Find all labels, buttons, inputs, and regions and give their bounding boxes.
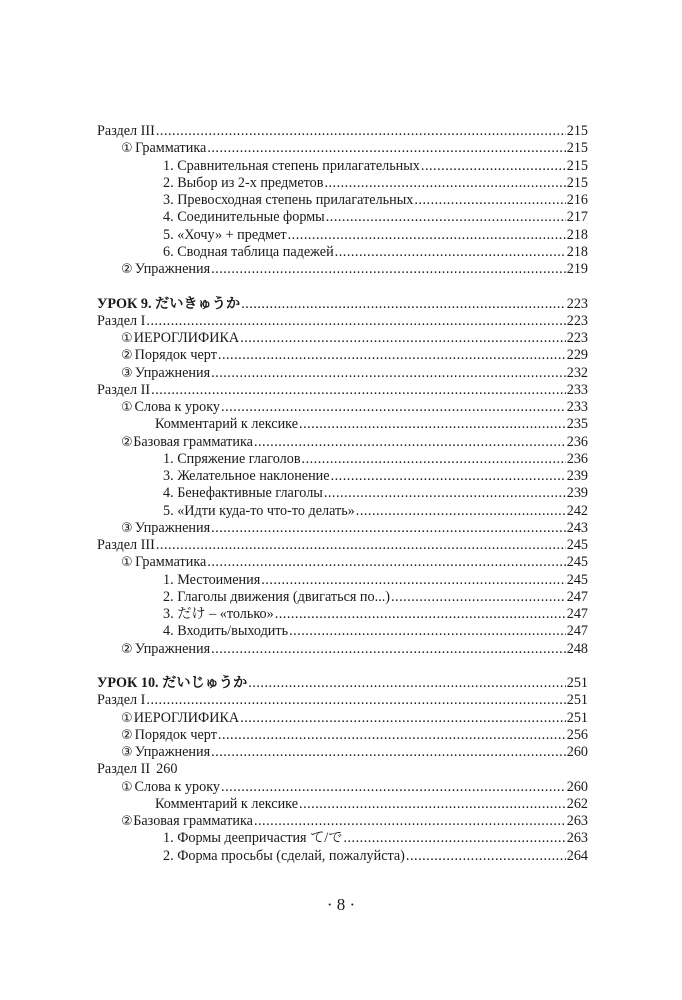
dot-leader <box>261 572 565 589</box>
dot-leader <box>302 451 566 468</box>
toc-entry-page: 223 <box>566 295 588 312</box>
dot-leader <box>211 641 566 658</box>
circled-number-marker: ② <box>121 727 133 743</box>
dot-leader <box>356 503 566 520</box>
toc-entry-page: 219 <box>566 261 588 277</box>
toc-entry <box>97 848 588 865</box>
dot-leader <box>324 485 566 502</box>
dot-leader <box>289 623 566 640</box>
toc-entry-page: 245 <box>566 571 588 588</box>
toc-entry <box>97 261 588 278</box>
toc-entry-title: Раздел II <box>97 381 151 398</box>
toc-entry-page: 229 <box>566 347 588 364</box>
page-number: · 8 · <box>326 895 356 914</box>
toc-entry <box>97 382 588 399</box>
toc-entry <box>97 468 588 485</box>
circled-number-marker: ① <box>121 779 133 795</box>
toc-entry-title: Порядок черт <box>134 347 217 364</box>
toc-entry-title: 5. «Идти куда-то что-то делать» <box>163 502 355 519</box>
toc-entry-title: Упражнения <box>134 744 211 760</box>
toc-entry <box>97 158 588 175</box>
toc-entry <box>97 451 588 468</box>
toc-entry <box>97 503 588 520</box>
toc-entry <box>97 520 588 537</box>
toc-entry <box>97 330 588 347</box>
toc-entry-title: 3. だけ – «только» <box>163 606 274 622</box>
dot-leader <box>241 296 566 313</box>
dot-leader <box>240 330 566 347</box>
toc-entry <box>97 623 588 640</box>
dot-leader <box>221 779 566 796</box>
toc-entry-title: УРОК 10. だいじゅうか <box>97 675 248 691</box>
toc-entry-page: 217 <box>566 209 588 226</box>
toc-entry-title: 2. Выбор из 2-х предметов <box>163 174 324 191</box>
toc-entry-title: ИЕРОГЛИФИКА <box>133 330 240 346</box>
toc-entry-page: 245 <box>566 554 588 571</box>
toc-entry-page: 235 <box>566 416 588 433</box>
circled-number-marker: ③ <box>121 520 133 536</box>
toc-entry-title: 3. Превосходная степень прилагательных <box>163 192 414 208</box>
toc-entry <box>97 554 588 571</box>
toc-entry-title: 6. Сводная таблица падежей <box>163 243 334 260</box>
circled-number-marker: ① <box>121 555 133 571</box>
toc-entry <box>97 727 588 744</box>
circled-number-marker: ② <box>121 641 133 657</box>
toc-entry-page: 263 <box>566 830 588 847</box>
dot-leader <box>248 675 565 692</box>
toc-entry-title: Раздел I <box>97 692 146 709</box>
toc-entry-page: 262 <box>566 795 588 812</box>
dot-leader <box>275 606 566 623</box>
circled-number-marker: ② <box>121 262 133 277</box>
dot-leader <box>414 192 565 209</box>
dot-leader <box>207 140 565 157</box>
toc-entry <box>97 175 588 192</box>
toc-entry-title: Грамматика <box>135 140 207 157</box>
toc-entry <box>97 209 588 226</box>
dot-leader <box>221 399 566 416</box>
toc-entry-page: 236 <box>566 433 588 450</box>
toc-entry-title: 5. «Хочу» + предмет <box>163 226 287 243</box>
toc-entry-page: 215 <box>566 157 588 174</box>
toc-entry-title: 2. Форма просьбы (сделай, пожалуйста) <box>163 847 405 864</box>
toc-entry-title: ИЕРОГЛИФИКА <box>133 709 240 726</box>
toc-entry <box>97 606 588 623</box>
toc-entry-page: 223 <box>566 312 588 329</box>
dot-leader <box>299 416 566 433</box>
toc-entry-title: 4. Бенефактивные глаголы <box>163 485 323 502</box>
toc-entry <box>97 123 588 140</box>
toc-entry-page: 243 <box>566 519 588 536</box>
toc-entry-title: Базовая грамматика <box>133 433 253 450</box>
toc-entry-title: 1. Формы деепричастия て/で <box>163 830 343 847</box>
dot-leader <box>211 520 566 537</box>
dot-leader <box>207 554 565 571</box>
dot-leader <box>324 175 565 192</box>
toc-entry-page: 218 <box>566 226 588 243</box>
toc-entry-title: Упражнения <box>134 364 211 381</box>
toc-entry-page: 247 <box>566 623 588 640</box>
toc-entry-page: 233 <box>566 399 588 415</box>
toc-entry-title: Базовая грамматика <box>133 813 253 829</box>
circled-number-marker: ① <box>121 710 133 726</box>
dot-leader <box>331 468 566 485</box>
toc-entry <box>97 347 588 364</box>
dot-leader <box>211 365 566 382</box>
circled-number-marker: ① <box>121 141 133 157</box>
toc-entry-title: Комментарий к лексике <box>155 416 299 433</box>
toc-entry-title: 4. Входить/выходить <box>163 623 289 640</box>
circled-number-marker: ① <box>121 400 133 415</box>
toc-entry-page: 233 <box>566 381 588 398</box>
dot-leader <box>156 537 566 554</box>
toc-entry <box>97 796 588 813</box>
circled-number-marker: ① <box>121 331 133 346</box>
toc-entry <box>97 227 588 244</box>
toc-entry <box>97 434 588 451</box>
toc-entry-page: 218 <box>566 243 588 260</box>
dot-leader <box>218 727 566 744</box>
toc-entry-title: Раздел I <box>97 312 146 329</box>
toc-entry <box>97 589 588 606</box>
toc-entry-page: 256 <box>566 726 588 743</box>
dot-leader <box>335 244 566 261</box>
toc-entry-title: 1. Спряжение глаголов <box>163 450 301 467</box>
toc-entry-page: 251 <box>566 709 588 726</box>
toc-entry-page: 232 <box>566 364 588 381</box>
toc-entry <box>97 416 588 433</box>
toc-entry-title: Раздел III <box>97 537 155 553</box>
toc-entry <box>97 744 588 761</box>
dot-leader <box>326 209 566 226</box>
toc-entry-page: 260 <box>156 761 178 778</box>
toc-entry-title: Упражнения <box>134 640 211 657</box>
toc-entry-page: 215 <box>566 174 588 191</box>
toc-entry-page: 236 <box>566 450 588 467</box>
toc-entry <box>97 399 588 416</box>
toc-entry-page: 247 <box>566 606 588 622</box>
toc-lesson-entry <box>97 296 588 313</box>
toc-entry-title: 3. Желательное наклонение <box>163 468 330 484</box>
toc-entry-page: 245 <box>566 537 588 553</box>
toc-entry-title: Раздел II <box>97 761 151 778</box>
toc-entry-page: 264 <box>566 847 588 864</box>
toc-entry-page: 260 <box>566 744 588 760</box>
dot-leader <box>421 158 566 175</box>
toc-entry <box>97 537 588 554</box>
toc-entry-title: Упражнения <box>134 519 211 536</box>
dot-leader <box>288 227 566 244</box>
toc-entry-title: Комментарий к лексике <box>155 795 299 812</box>
toc-entry-title: УРОК 9. だいきゅうか <box>97 295 241 312</box>
dot-leader <box>146 692 565 709</box>
toc-entry-page: 239 <box>566 468 588 484</box>
toc-entry <box>97 641 588 658</box>
toc-entry-title: 4. Соединительные формы <box>163 209 325 226</box>
toc-entry-title: Раздел III <box>97 123 155 139</box>
toc-entry <box>97 192 588 209</box>
toc-entry <box>97 365 588 382</box>
toc-entry <box>97 313 588 330</box>
circled-number-marker: ② <box>121 814 133 829</box>
dot-leader <box>151 382 566 399</box>
toc-lesson-entry <box>97 675 588 692</box>
toc-entry <box>97 140 588 157</box>
dot-leader <box>211 261 566 278</box>
toc-entry-page: 223 <box>566 330 588 346</box>
toc-entry <box>97 485 588 502</box>
circled-number-marker: ② <box>121 348 133 364</box>
toc-entry <box>97 830 588 847</box>
toc-entry-page: 216 <box>566 192 588 208</box>
toc-entry-page: 263 <box>566 813 588 829</box>
circled-number-marker: ③ <box>121 365 133 381</box>
dot-leader <box>211 744 566 761</box>
toc-entry <box>97 572 588 589</box>
dot-leader <box>254 434 566 451</box>
toc-entry <box>97 779 588 796</box>
dot-leader <box>240 710 566 727</box>
circled-number-marker: ② <box>121 434 133 450</box>
dot-leader <box>218 347 566 364</box>
toc-entry-page: 247 <box>566 588 588 605</box>
toc-entry-title: Порядок черт <box>134 726 217 743</box>
dot-leader <box>156 123 566 140</box>
dot-leader <box>406 848 566 865</box>
toc-entry-page: 215 <box>566 140 588 157</box>
dot-leader <box>146 313 565 330</box>
toc-entry-title: Слова к уроку <box>134 399 221 415</box>
toc-entry-title: 1. Местоимения <box>163 571 261 588</box>
dot-leader <box>343 830 565 847</box>
toc-entry-page: 251 <box>566 675 588 691</box>
toc-entry-title: 1. Сравнительная степень прилагательных <box>163 157 420 174</box>
toc-entry-page: 251 <box>566 692 588 709</box>
table-of-contents <box>97 123 588 865</box>
toc-entry <box>97 244 588 261</box>
toc-entry <box>97 710 588 727</box>
dot-leader <box>299 796 566 813</box>
toc-entry <box>97 761 588 778</box>
dot-leader <box>254 813 566 830</box>
toc-entry-page: 215 <box>566 123 588 139</box>
circled-number-marker: ③ <box>121 745 133 760</box>
toc-entry-title: Упражнения <box>134 261 211 277</box>
toc-entry-title: 2. Глаголы движения (двигаться по...) <box>163 588 390 605</box>
toc-entry-title: Грамматика <box>135 554 207 571</box>
toc-entry-page: 242 <box>566 502 588 519</box>
toc-entry <box>97 692 588 709</box>
toc-entry-page: 260 <box>566 778 588 795</box>
dot-leader <box>391 589 566 606</box>
toc-entry-page: 239 <box>566 485 588 502</box>
toc-entry-page: 248 <box>566 640 588 657</box>
toc-entry-title: Слова к уроку <box>134 778 221 795</box>
toc-entry <box>97 813 588 830</box>
